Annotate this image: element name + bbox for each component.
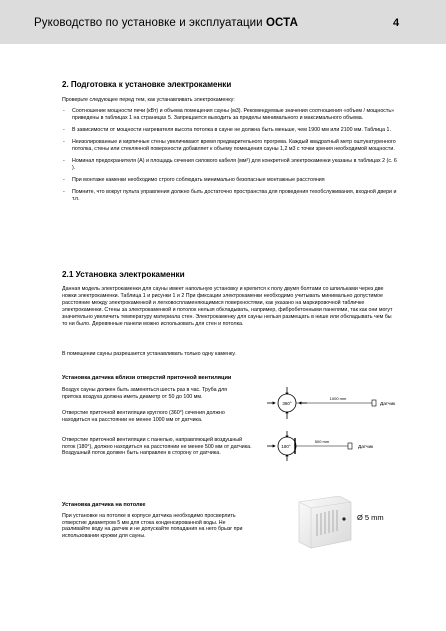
checklist — [62, 108, 398, 208]
label-360: 360° — [282, 401, 292, 406]
sensor-ceiling-text: При установке на потолке в корпусе датчика необходимо просверлить отверстие диаметром 5 мм для стока конденсированной воды. Не разливайте воду на датчик и не допускайте попадания на него брызг при использовании кружки для сауны. — [62, 513, 243, 539]
sensor-label-1: Датчик — [380, 402, 396, 407]
checklist-item: - Неизолированные и кирпичные стены увеличивают время предварительного прогрева. Каждый квадратный метр оштукатуренного потолка, стены или стеклянной поверхности добавляет к объему помещения сауны 1,2 м3 с точки зрения необходимой мощности. — [62, 139, 398, 153]
label-180: 180° — [281, 444, 291, 449]
vent-180-symbol — [267, 431, 296, 461]
section21-paragraph: Данная модель электрокаменки для сауны имеет напольную установку и крепится к полу двумя болтами со шпильками через две ножки электрокаменки. Таблица 1 и рисунки 1 и 2 При фиксации электрокаменки необходимо учитывать минимально допустимое расстояние между электрокаменкой и легковоспламеняющимися поверхностями, как указано на маркировочной табличке электрокаменки. Стены за электрокаменкой и потолок нельзя обкладывать, например, фибробетонными панелями, так как они могут значительно увеличить температуру материала стен. Электрокаменку для сауны нельзя размещать в нише или обкладывать чем бы то ни было. Деревянные панели можно использовать для стен и потолка. — [62, 286, 393, 327]
drain-hole — [342, 517, 345, 520]
page-number: 4 — [393, 17, 400, 29]
checklist-item: - Соотношение мощности печи (кВт) и объема помещения сауны (м3). Рекомендуемые значения соотношения «объем / мощность» приведены в таблицах 1 на страницах 5. Запрещается выходить за пределы минимального и максимального объема. — [62, 108, 398, 122]
distance-500: 500 mm — [314, 439, 330, 444]
checklist-item: - При монтаже каменки необходимо строго соблюдать минимально безопасные монтажные расстояния — [62, 177, 398, 184]
section2-intro: Проверьте следующее перед тем, как устанавливать электрокаменку: — [62, 97, 235, 103]
section21-note: В помещении сауны разрешается устанавливать только одну каменку. — [62, 351, 236, 357]
section21-heading: 2.1 Установка электрокаменки — [62, 270, 185, 279]
sensor-photo — [293, 492, 355, 552]
section2-heading: 2. Подготовка к установке электрокаменки — [62, 80, 232, 89]
sensor-symbol — [348, 443, 352, 449]
sensor-label-2: Датчик — [358, 445, 374, 450]
checklist-item: - Помните, что вокруг пульта управления должно быть достаточно пространства для проведения техобслуживания, входной двери и т.п. — [62, 189, 398, 203]
sensor-vent-text-2: Отверстие приточной вентиляции круглого (360°) сечения должно находиться на расстоянии не менее 1000 мм от датчика. — [62, 410, 225, 423]
checklist-item: - В зависимости от мощности нагревателя высота потолка в сауне не должна быть меньше, чем 1900 мм или 2100 мм. Таблица 1. — [62, 127, 398, 134]
sensor-ceiling-heading: Установка датчика на потолке — [62, 502, 146, 508]
header-title: Руководство по установке и эксплуатации ОСТА — [34, 17, 298, 29]
distance-1000: 1000 mm — [329, 396, 347, 401]
sensor-symbol — [372, 400, 376, 406]
sensor-vent-heading: Установка датчика вблизи отверстий приточной вентиляции — [62, 375, 232, 381]
checklist-item: - Номинал предохранителя (А) и площадь сечения силового кабеля (мм²) для конкретной электрокаменки указаны в таблицах 2 (с. 6 ). — [62, 158, 398, 172]
page-header — [0, 0, 446, 44]
header-brand: ОСТА — [266, 17, 298, 29]
hole-diameter-label: Ø 5 mm — [357, 513, 384, 522]
sensor-vent-text-3: Отверстие приточной вентиляции с панелью, направляющей воздушный поток (180°), должно находиться на расстоянии не менее 500 мм от датчика. Воздушный поток должен быть направлен в сторону от датчика. — [62, 437, 252, 457]
vent-distance-diagram — [262, 385, 432, 465]
sensor-vent-text-1: Воздух сауны должен быть заменяться шесть раз в час. Труба для притока воздуха должна иметь диаметр от 50 до 100 мм. — [62, 387, 228, 400]
